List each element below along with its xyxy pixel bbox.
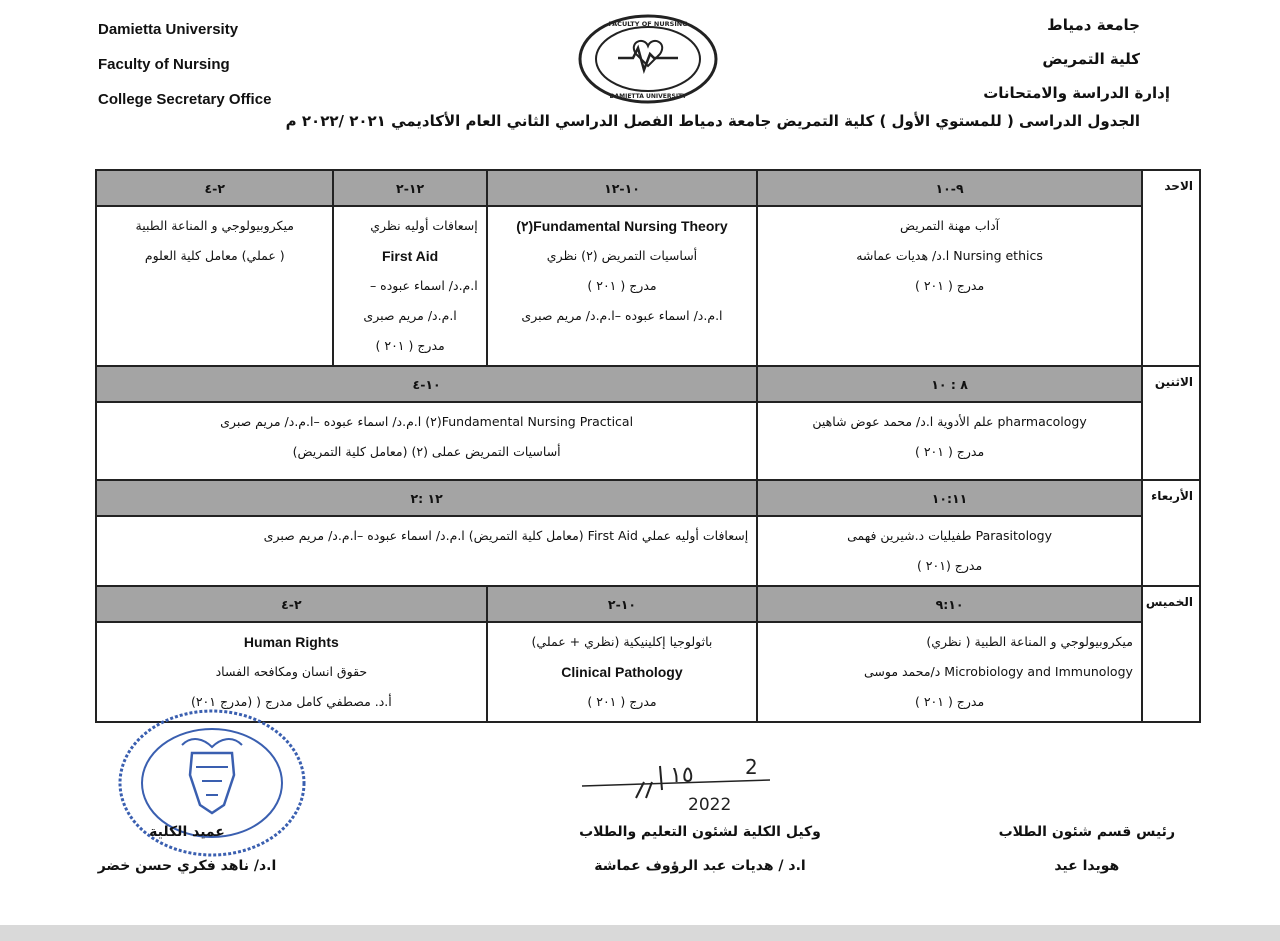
time-slot: ٢-٤ <box>96 170 333 206</box>
university-name-en: Damietta University <box>98 21 239 38</box>
faculty-logo <box>578 14 718 104</box>
course-title: إسعافات أوليه عملي First Aid (معامل كلية التمريض) ا.م.د/ اسماء عبوده –ا.م.د/ مريم صبرى <box>263 528 749 543</box>
course-title: آداب مهنة التمريض <box>899 218 1000 233</box>
arabic-header <box>983 8 1170 110</box>
time-slot: ١٠-٢ <box>487 586 757 622</box>
time-slot: ١٠-٤ <box>96 366 757 402</box>
wednesday-course-row <box>96 516 1200 586</box>
signature-title: وكيل الكلية لشئون التعليم والطلاب <box>579 824 821 840</box>
course-subtitle: First Aid <box>381 248 439 264</box>
signature-title: عميد الكلية <box>149 824 225 840</box>
course-title: pharmacology علم الأدوية ا.د/ محمد عوض شاهين <box>812 414 1087 429</box>
time-slot: ١٠-١٢ <box>487 170 757 206</box>
course-cell <box>757 516 1142 586</box>
english-header <box>98 12 271 117</box>
time-slot: ٨ : ١٠ <box>757 366 1142 402</box>
office-name-en: College Secretary Office <box>98 91 272 108</box>
signature-name: ا.د/ ناهد فكري حسن خضر <box>97 858 277 874</box>
course-room: مدرج ( ٢٠١ ) <box>914 694 985 709</box>
course-cell <box>96 402 757 480</box>
course-subtitle: حقوق انسان ومكافحه الفساد <box>215 664 368 679</box>
sunday-time-row <box>96 170 1200 206</box>
course-cell <box>757 402 1142 480</box>
course-title: باثولوجيا إكلينيكية (نظري + عملي) <box>531 634 713 649</box>
course-cell <box>96 516 757 586</box>
course-subtitle: Clinical Pathology <box>561 664 683 680</box>
course-cell <box>487 622 757 722</box>
faculty-name-en: Faculty of Nursing <box>98 56 230 73</box>
course-cell <box>487 206 757 366</box>
course-room: مدرج ( ٢٠١ ) <box>375 338 445 353</box>
handwritten-date <box>580 752 780 814</box>
course-instructor: Microbiology and Immunology د/محمد موسى <box>863 664 1133 679</box>
day-sunday: الاحد <box>1142 170 1200 366</box>
monday-course-row <box>96 402 1200 480</box>
office-name-ar: إدارة الدراسة والامتحانات <box>983 84 1170 102</box>
course-instructor: ا.م.د/ مريم صبرى <box>363 308 457 323</box>
course-room: مدرج ( ٢٠١ ) <box>587 694 657 709</box>
course-room: مدرج (٢٠١ ) <box>916 558 983 573</box>
course-cell <box>333 206 486 366</box>
wednesday-time-row <box>96 480 1200 516</box>
time-slot: ١٢-٢ <box>333 170 486 206</box>
course-title: Fundamental Nursing Practical(٢) ا.م.د/ اسماء عبوده –ا.م.د/ مريم صبرى <box>220 414 634 429</box>
course-location: أساسيات التمريض عملى (٢) (معامل كلية التمريض) <box>292 444 561 459</box>
course-cell <box>757 206 1142 366</box>
svg-text:FACULTY OF NURSING: FACULTY OF NURSING <box>608 20 688 28</box>
course-title: Parasitology طفيليات د.شيرين فهمى <box>847 528 1053 543</box>
course-cell <box>96 206 333 366</box>
time-slot: ١٠:١١ <box>757 480 1142 516</box>
course-title: ميكروبيولوجي و المناعة الطبية ( نظري) <box>926 634 1133 649</box>
signature-name: ا.د / هديات عبد الرؤوف عماشة <box>594 858 806 874</box>
course-title: ميكروبيولوجي و المناعة الطبية <box>135 218 294 233</box>
signature-name: هويدا عيد <box>1054 858 1120 874</box>
monday-time-row <box>96 366 1200 402</box>
course-instructor: أ.د. مصطفي كامل مدرج ( (مدرج ٢٠١) <box>190 694 392 709</box>
course-title: Human Rights <box>243 634 339 650</box>
course-instructor: ا.م.د/ اسماء عبوده –ا.م.د/ مريم صبرى <box>521 308 723 323</box>
handwritten-year: 2022 <box>688 795 732 814</box>
schedule-title: الجدول الدراسى ( للمستوي الأول ) كلية التمريض جامعة دمياط الفصل الدراسي الثاني العام الأكاديمي ٢٠٢١ /٢٠٢٢ م <box>285 112 1140 130</box>
day-thursday: الخميس <box>1142 586 1200 722</box>
course-subtitle: أساسيات التمريض (٢) نظري <box>546 248 698 263</box>
course-cell <box>757 622 1142 722</box>
course-location: ( عملي) معامل كلية العلوم <box>144 248 285 263</box>
svg-text:DAMIETTA UNIVERSITY: DAMIETTA UNIVERSITY <box>609 93 687 100</box>
sunday-course-row <box>96 206 1200 366</box>
signature-dean <box>82 815 292 883</box>
course-room: مدرج ( ٢٠١ ) <box>914 444 985 459</box>
time-slot: ٢-٤ <box>96 586 487 622</box>
course-title: Fundamental Nursing Theory(٢) <box>516 218 728 234</box>
signature-title: رئيس قسم شئون الطلاب <box>998 824 1175 840</box>
faculty-name-ar: كلية التمريض <box>1042 50 1140 68</box>
schedule-table <box>95 169 1201 723</box>
handwritten-day: ١٥ <box>670 763 694 788</box>
day-monday: الاثنين <box>1142 366 1200 480</box>
day-wednesday: الأربعاء <box>1142 480 1200 586</box>
signature-student-affairs <box>999 815 1175 883</box>
course-instructor: ا.م.د/ اسماء عبوده – <box>369 278 478 293</box>
time-slot: ٩:١٠ <box>757 586 1142 622</box>
handwritten-month: 2 <box>745 755 758 779</box>
signature-vice-dean <box>570 815 830 883</box>
time-slot: ٩-١٠ <box>757 170 1142 206</box>
time-slot: ١٢ :٢ <box>96 480 757 516</box>
course-instructor: Nursing ethics ا.د/ هديات عماشه <box>856 248 1043 263</box>
course-room: مدرج ( ٢٠١ ) <box>587 278 657 293</box>
course-room: مدرج ( ٢٠١ ) <box>914 278 985 293</box>
thursday-time-row <box>96 586 1200 622</box>
course-title: إسعافات أوليه نظري <box>370 218 478 233</box>
page-bottom-edge <box>0 925 1280 941</box>
university-name-ar: جامعة دمياط <box>1047 16 1140 34</box>
